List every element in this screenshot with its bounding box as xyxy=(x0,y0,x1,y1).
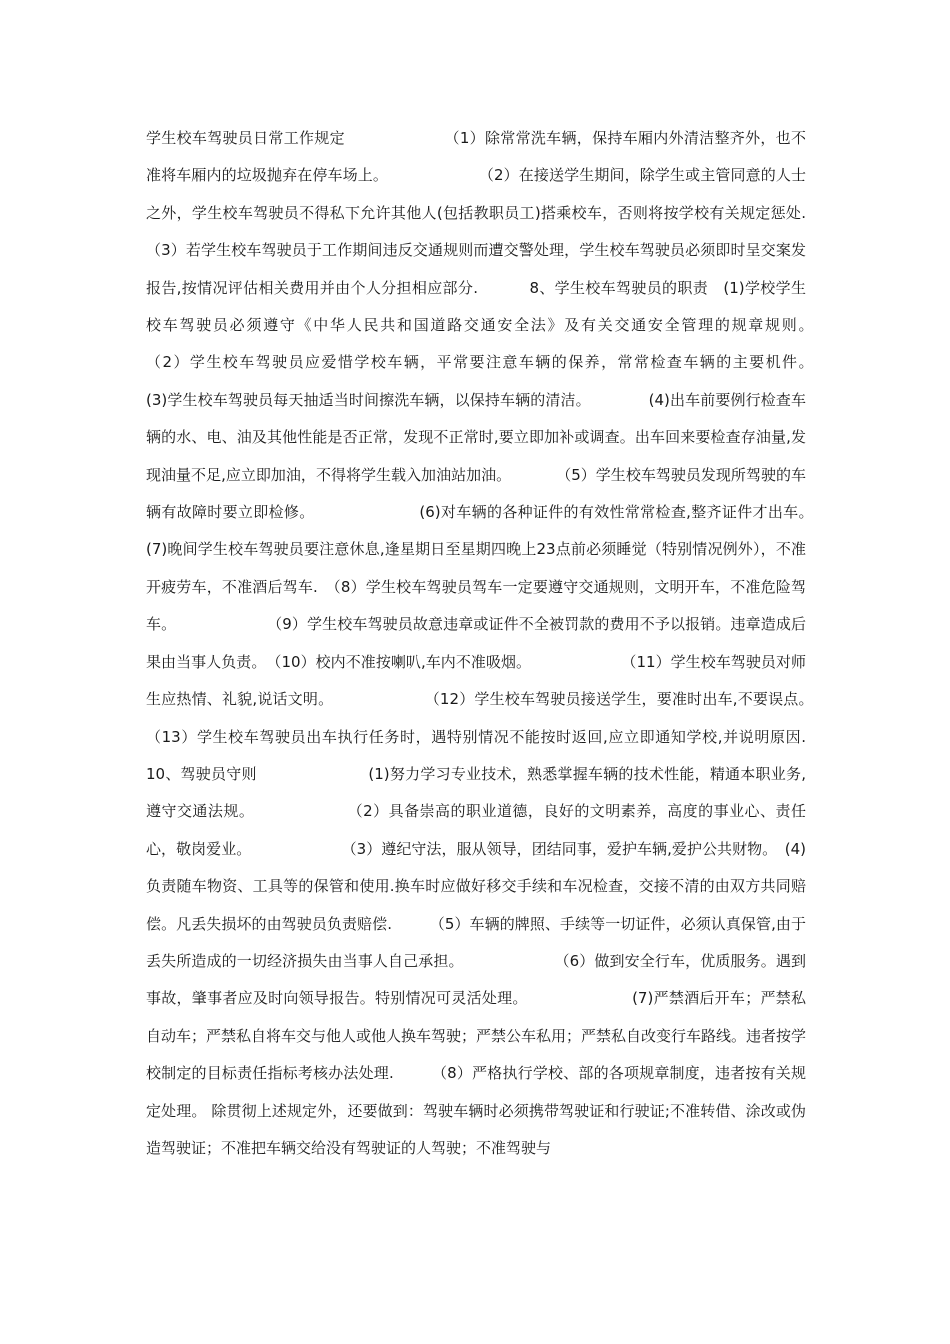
body-text: 学生校车驾驶员日常工作规定 （1）除常常洗车辆，保持车厢内外清洁整齐外，也不准将车厢内的垃圾抛弃在停车场上。 （2）在接送学生期间，除学生或主管同意的人士之外，学生校车驾驶员不得私下允许其他人(包括教职员工)搭乘校车，否则将按学校有关规定惩处. （3）若学生校车驾驶员于工作期间违反交通规则而遭交警处理，学生校车驾驶员必须即时呈交案发报告,按情况评估相关费用并由个人分担相应部分. 8、学生校车驾驶员的职责 (1)学校学生校车驾驶员必须遵守《中华人民共和国道路交通安全法》及有关交通安全管理的规章规则。 （2）学生校车驾驶员应爱惜学校车辆，平常要注意车辆的保养，常常检查车辆的主要机件。 (3)学生校车驾驶员每天抽适当时间擦洗车辆，以保持车辆的清洁。 (4)出车前要例行检查车辆的水、电、油及其他性能是否正常，发现不正常时,要立即加补或调查。出车回来要检查存油量,发现油量不足,应立即加油，不得将学生载入加油站加油。 （5）学生校车驾驶员发现所驾驶的车辆有故障时要立即检修。 (6)对车辆的各种证件的有效性常常检查,整齐证件才出车。 (7)晚间学生校车驾驶员要注意休息,逢星期日至星期四晚上23点前必须睡觉（特别情况例外），不准开疲劳车，不准酒后驾车. （8）学生校车驾驶员驾车一定要遵守交通规则，文明开车，不准危险驾车。 （9）学生校车驾驶员故意违章或证件不全被罚款的费用不予以报销。违章造成后果由当事人负责。 （10）校内不准按喇叭,车内不准吸烟。 （11）学生校车驾驶员对师生应热情、礼貌,说话文明。 （12）学生校车驾驶员接送学生，要准时出车,不要误点。 （13）学生校车驾驶员出车执行任务时，遇特别情况不能按时返回,应立即通知学校,并说明原因. 10、驾驶员守则 (1)努力学习专业技术，熟悉掌握车辆的技术性能，精通本职业务,遵守交通法规。 （2）具备崇高的职业道德，良好的文明素养，高度的事业心、责任心，敬岗爱业。 （3）遵纪守法，服从领导，团结同事，爱护车辆,爱护公共财物。 (4)负责随车物资、工具等的保管和使用.换车时应做好移交手续和车况检查，交接不清的由双方共同赔偿。凡丢失损坏的由驾驶员负责赔偿. （5）车辆的牌照、手续等一切证件，必须认真保管,由于丢失所造成的一切经济损失由当事人自己承担。 （6）做到安全行车，优质服务。遇到事故，肇事者应及时向领导报告。特别情况可灵活处理。 (7)严禁酒后开车；严禁私自动车；严禁私自将车交与他人或他人换车驾驶；严禁公车私用；严禁私自改变行车路线。违者按学校制定的目标责任指标考核办法处理. （8）严格执行学校、部的各项规章制度，违者按有关规定处理。 除贯彻上述规定外，还要做到：驾驶车辆时必须携带驾驶证和行驶证;不准转借、涂改或伪造驾驶证；不准把车辆交给没有驾驶证的人驾驶；不准驾驶与 xyxy=(146,129,916,1157)
